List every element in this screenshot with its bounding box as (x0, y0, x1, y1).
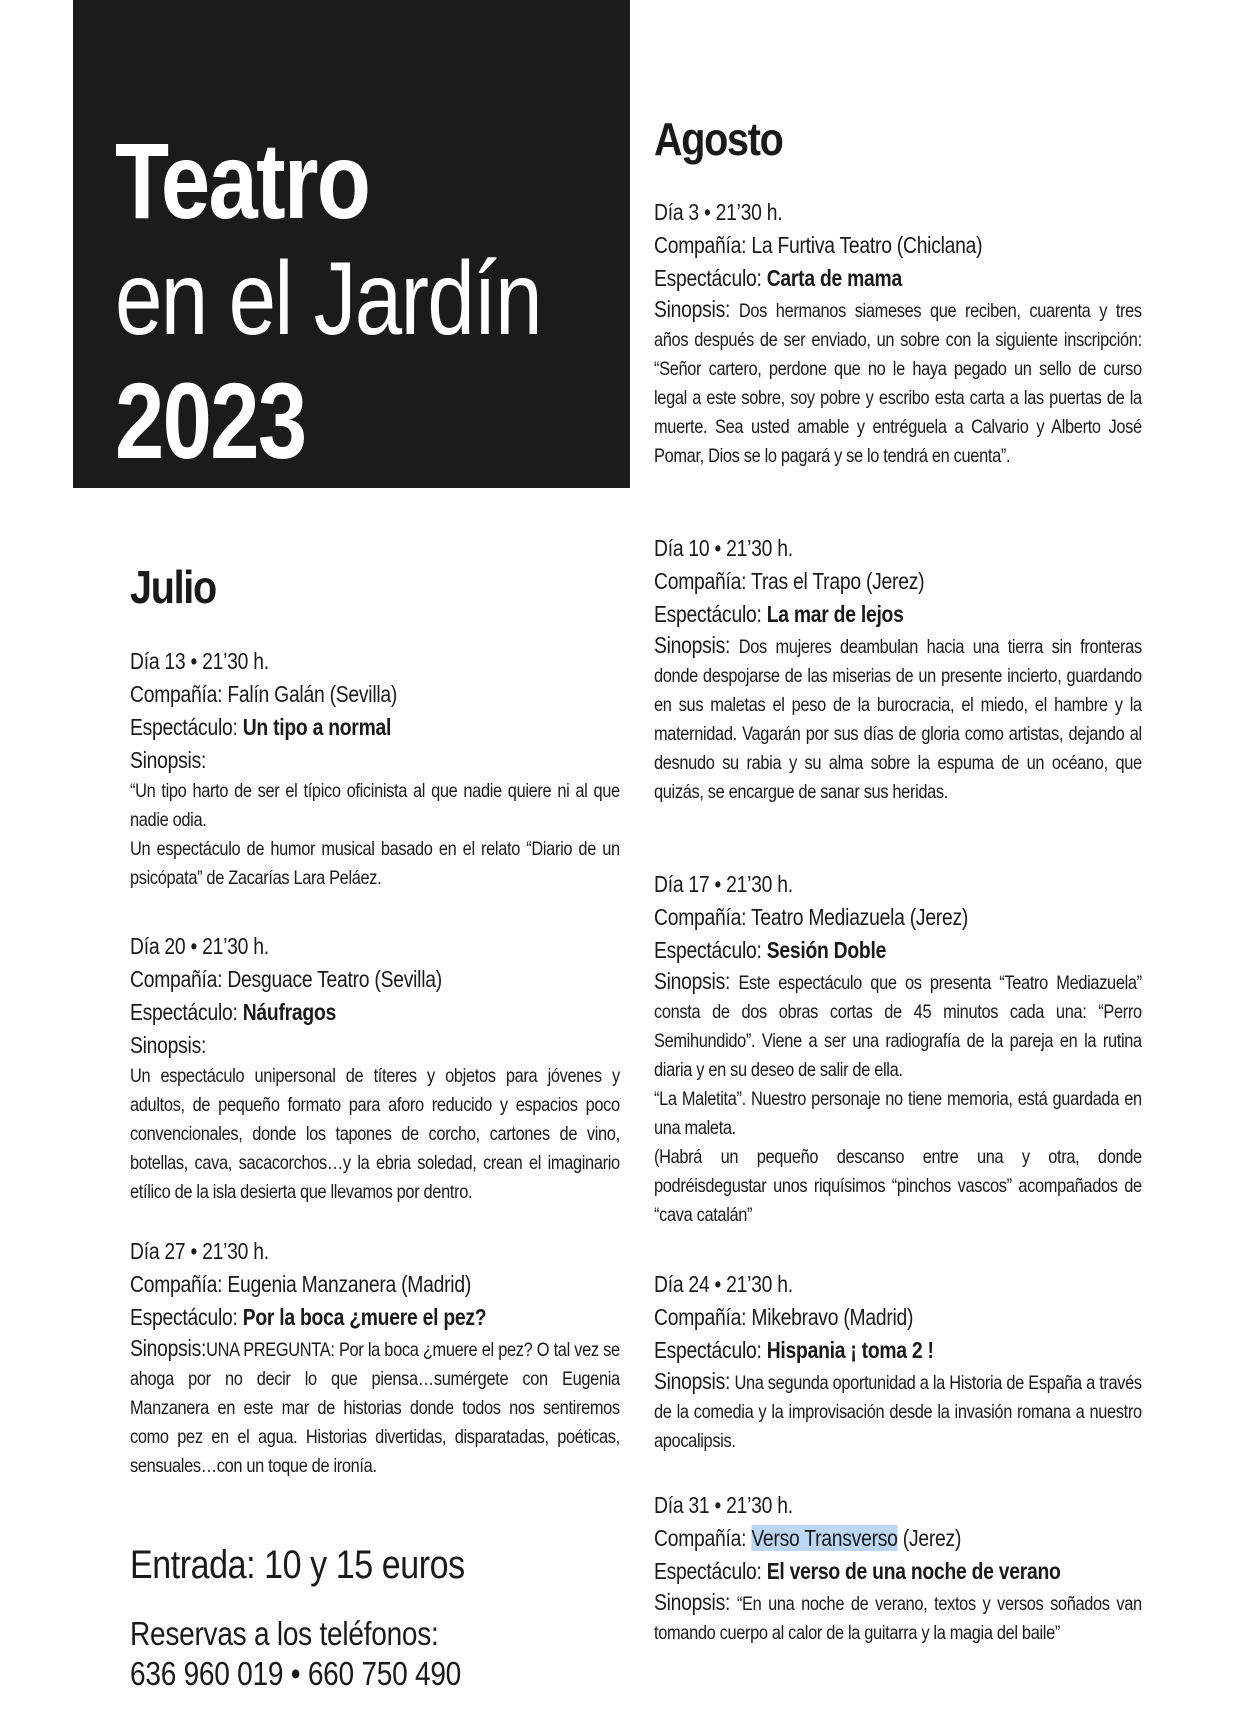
event-date: Día 27 • 21’30 h. (130, 1238, 269, 1264)
title-teatro: Teatro (115, 120, 370, 241)
show-title: Sesión Doble (766, 937, 887, 963)
agosto-events (654, 196, 1142, 1736)
event-company: Compañía: Mikebravo (Madrid) (654, 1304, 914, 1330)
event-synopsis: Sinopsis: Dos mujeres deambulan hacia una tierra sin fronteras donde despojarse de las miserias de un presente incierto, guardando en sus maletas el peso de la burocracia, el miedo, el hambre y la maternidad. Vagarán por sus días de gloria como artistas, dejando al desnudo su rabia y su alma sobre la espuma de un océano, que quizás, se encargue de sanar sus heridas. (654, 632, 1142, 803)
event-date: Día 24 • 21’30 h. (654, 1271, 793, 1297)
month-heading-julio: Julio (130, 561, 216, 613)
event-date: Día 13 • 21’30 h. (130, 648, 269, 674)
event-julio-20 (130, 930, 620, 1207)
show-title: El verso de una noche de verano (766, 1558, 1061, 1584)
event-agosto-17 (654, 868, 1142, 1230)
event-synopsis-part3: (Habrá un pequeño descanso entre una y otra, donde podréisdegustar unos riquísimos “pinchos vascos” acompañados de “cava catalán” (654, 1146, 1142, 1226)
show-title: Hispania ¡ toma 2 ! (766, 1337, 934, 1363)
event-synopsis: “Un tipo harto de ser el típico oficinista al que nadie quiere ni al que nadie odia. (130, 780, 620, 831)
event-show: Espectáculo: Náufragos (130, 999, 336, 1025)
event-synopsis-label: Sinopsis: (130, 747, 207, 773)
event-company: Compañía: Tras el Trapo (Jerez) (654, 568, 925, 594)
title-year: 2023 (115, 360, 306, 481)
event-synopsis: Sinopsis: Este espectáculo que os presenta “Teatro Mediazuela” consta de dos obras cortas de 45 minutos cada una: “Perro Semihundido”. Viene a ser una radiografía de la pareja en la rutina diaria y en su deseo de salir de ella. (654, 968, 1142, 1081)
event-show: Espectáculo: El verso de una noche de verano (654, 1558, 1061, 1584)
agosto-column (654, 112, 1142, 166)
event-company: Compañía: Verso Transverso (Jerez) (654, 1525, 962, 1551)
julio-events (130, 645, 620, 1545)
reservations (130, 1614, 461, 1694)
show-title: Náufragos (242, 999, 336, 1025)
selected-text-highlight[interactable]: Verso Transverso (751, 1525, 898, 1551)
event-date: Día 20 • 21’30 h. (130, 933, 269, 959)
event-company: Compañía: Falín Galán (Sevilla) (130, 681, 398, 707)
event-show: Espectáculo: Hispania ¡ toma 2 ! (654, 1337, 934, 1363)
show-title: Carta de mama (766, 265, 902, 291)
event-show: Espectáculo: Por la boca ¿muere el pez? (130, 1304, 487, 1330)
event-synopsis: Sinopsis:UNA PREGUNTA: Por la boca ¿muere el pez? O tal vez se ahoga por no decir lo que piensa…sumérgete con Eugenia Manzanera en este mar de historias donde todos nos sentiremos como pez en el agua. Historias divertidas, disparatadas, poéticas, sensuales…con un toque de ironía. (130, 1335, 620, 1477)
event-synopsis-label: Sinopsis: (130, 1032, 207, 1058)
show-title: La mar de lejos (766, 601, 904, 627)
event-show: Espectáculo: Sesión Doble (654, 937, 887, 963)
event-company: Compañía: La Furtiva Teatro (Chiclana) (654, 232, 983, 258)
event-company: Compañía: Desguace Teatro (Sevilla) (130, 966, 442, 992)
event-company: Compañía: Eugenia Manzanera (Madrid) (130, 1271, 472, 1297)
event-synopsis: Sinopsis: Una segunda oportunidad a la Historia de España a través de la comedia y la improvisación desde la invasión romana a nuestro apocalipsis. (654, 1368, 1142, 1452)
event-show: Espectáculo: La mar de lejos (654, 601, 904, 627)
event-show: Espectáculo: Un tipo a normal (130, 714, 392, 740)
month-heading-agosto: Agosto (654, 113, 783, 165)
title-en-el-jardin: en el Jardín (115, 241, 541, 357)
event-synopsis: Un espectáculo unipersonal de títeres y objetos para jóvenes y adultos, de pequeño formato para aforo reducido y espacios poco convencionales, donde los tapones de corcho, cartones de vino, botellas, cava, sacacorchos…y la ebria soledad, crean el imaginario etílico de la isla desierta que llevamos por dentro. (130, 1065, 620, 1203)
event-agosto-10 (654, 532, 1142, 807)
title-block (73, 0, 630, 488)
julio-column (130, 560, 620, 614)
event-agosto-3 (654, 196, 1142, 471)
event-date: Día 10 • 21’30 h. (654, 535, 793, 561)
reservation-phones: 636 960 019 • 660 750 490 (130, 1655, 462, 1692)
show-title: Un tipo a normal (242, 714, 392, 740)
ticket-price: Entrada: 10 y 15 euros (130, 1543, 465, 1587)
event-synopsis-part2: “La Maletita”. Nuestro personaje no tiene memoria, está guardada en una maleta. (654, 1088, 1142, 1139)
event-synopsis: Sinopsis: “En una noche de verano, textos y versos soñados van tomando cuerpo al calor de la guitarra y la magia del baile” (654, 1589, 1142, 1644)
event-date: Día 17 • 21’30 h. (654, 871, 793, 897)
event-date: Día 31 • 21’30 h. (654, 1492, 793, 1518)
event-synopsis-part2: Un espectáculo de humor musical basado en el relato “Diario de un psicópata” de Zacarías Lara Peláez. (130, 838, 620, 889)
event-agosto-24 (654, 1268, 1142, 1456)
event-company: Compañía: Teatro Mediazuela (Jerez) (654, 904, 969, 930)
show-title: Por la boca ¿muere el pez? (242, 1304, 487, 1330)
event-date: Día 3 • 21’30 h. (654, 199, 783, 225)
event-julio-13 (130, 645, 620, 893)
event-show: Espectáculo: Carta de mama (654, 265, 902, 291)
event-julio-27 (130, 1235, 620, 1481)
event-synopsis: Sinopsis: Dos hermanos siameses que reciben, cuarenta y tres años después de ser enviado, un sobre con la siguiente inscripción: “Señor cartero, perdone que no le haya pegado un sello de curso legal a este sobre, soy pobre y escribo esta carta a las puertas de la muerte. Sea usted amable y entréguela a Calvario y Alberto José Pomar, Dios se lo pagará y se lo tendrá en cuenta”. (654, 296, 1142, 467)
reservations-label: Reservas a los teléfonos: (130, 1615, 439, 1652)
event-agosto-31 (654, 1489, 1142, 1648)
